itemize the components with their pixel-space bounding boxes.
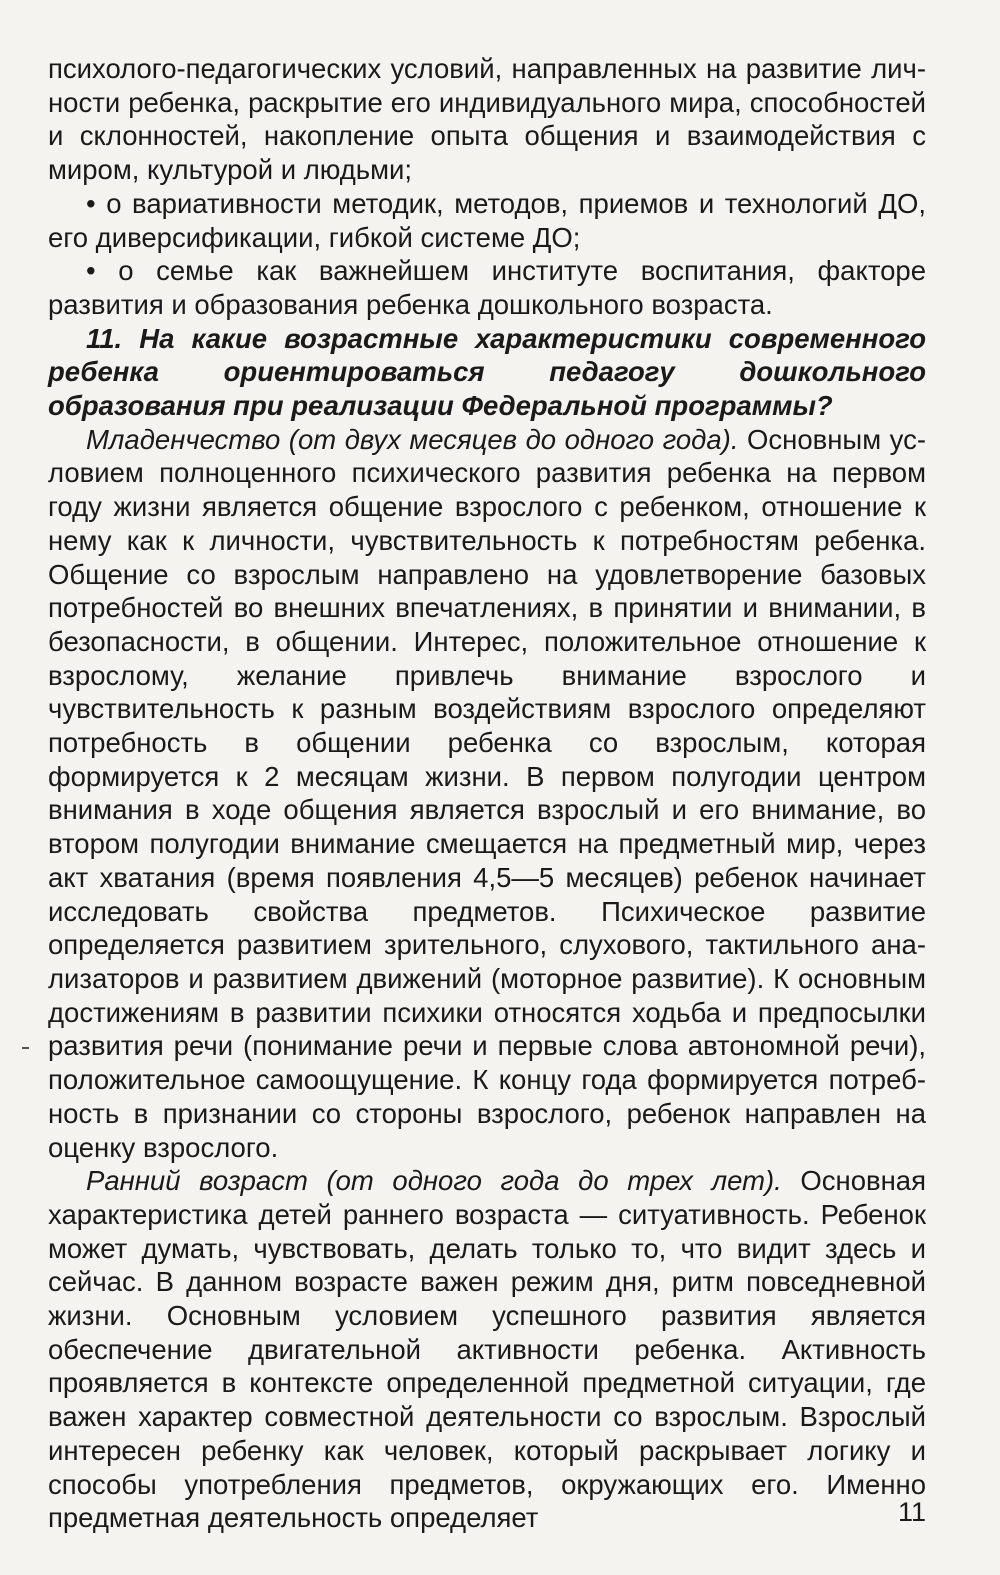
early-age-text: Основная характеристика детей раннего возраста — ситуативность. Ребенок может думать, чувствовать, делать только то, что видит здесь и сейчас. В данном возрасте важен режим дня, ритм повседневной жизни. Основным условием успешного развития является обеспечение двигательной активности ребенка. Активность проявляется в контексте определенной предметной ситуации, где важен характер совместной деятельности со взрослым. Взрослый интересен ребенку как человек, который раскрывает логику и способы употребления предметов, окружающих его. Именно предметная деятельность определяет — [48, 1165, 926, 1534]
margin-mark — [22, 1047, 29, 1049]
paragraph-early-age — [48, 1164, 926, 1535]
infancy-text: Основным условием полноценного психического развития ребенка на первом году жизни является общение взрослого с ребенком, отношение к нему как к личности, чувствительность к потребностям ребенка. Общение со взрослым направлено на удовлетворение базовых потребностей во внешних впечатлениях, в принятии и внимании, в безопасности, в общении. Интерес, положительное отношение к взрослому, желание привлечь внимание взрослого и чувствительность к разным воздействиям взрослого определяют потребность в общении ребенка со взрослым, которая формируется к 2 месяцам жизни. В первом полугодии центром внимания в ходе общения является взрослый и его внимание, во втором полугодии внимание смещается на предметный мир, через акт хватания (время появления 4,5—5 месяцев) ребенок начинает исследовать свойства предметов. Психическое развитие определяется развитием зрительного, слухового, тактильного анализаторов и развитием движений (моторное развитие). К основным достижениям в развитии психики относятся ходьба и предпосылки развития речи (понимание речи и первые слова автономной речи), положительное самоощущение. К концу года формируется потребность в признании со стороны взрослого, ребенок направлен на оценку взрослого. — [48, 423, 927, 1163]
bullet-family: • о семье как важнейшем институте воспитания, факторе развития и образования ребенка дошкольного возраста. — [48, 255, 926, 320]
page-number: 11 — [897, 1497, 926, 1527]
page-body — [48, 52, 926, 1535]
question-heading: 11. На какие возрастные характеристики современного ребенка ориентироваться педагогу дошкольного образования при реализации Федеральной программы? — [48, 322, 926, 422]
infancy-title: Младенчество (от двух месяцев до одного года). — [86, 423, 739, 455]
paragraph-infancy — [48, 423, 926, 1164]
early-age-title: Ранний возраст (от одного года до трех лет). — [86, 1165, 782, 1197]
bullet-variativity: • о вариативности методик, методов, приемов и технологий ДО, его диверсификации, гибкой системе ДО; — [48, 187, 926, 253]
paragraph-conditions: психолого-педагогических условий, направленных на развитие личности ребенка, раскрытие его индивидуального мира, способностей и склонностей, накопление опыта общения и взаимодействия с миром, культурой и людьми; — [48, 53, 926, 186]
